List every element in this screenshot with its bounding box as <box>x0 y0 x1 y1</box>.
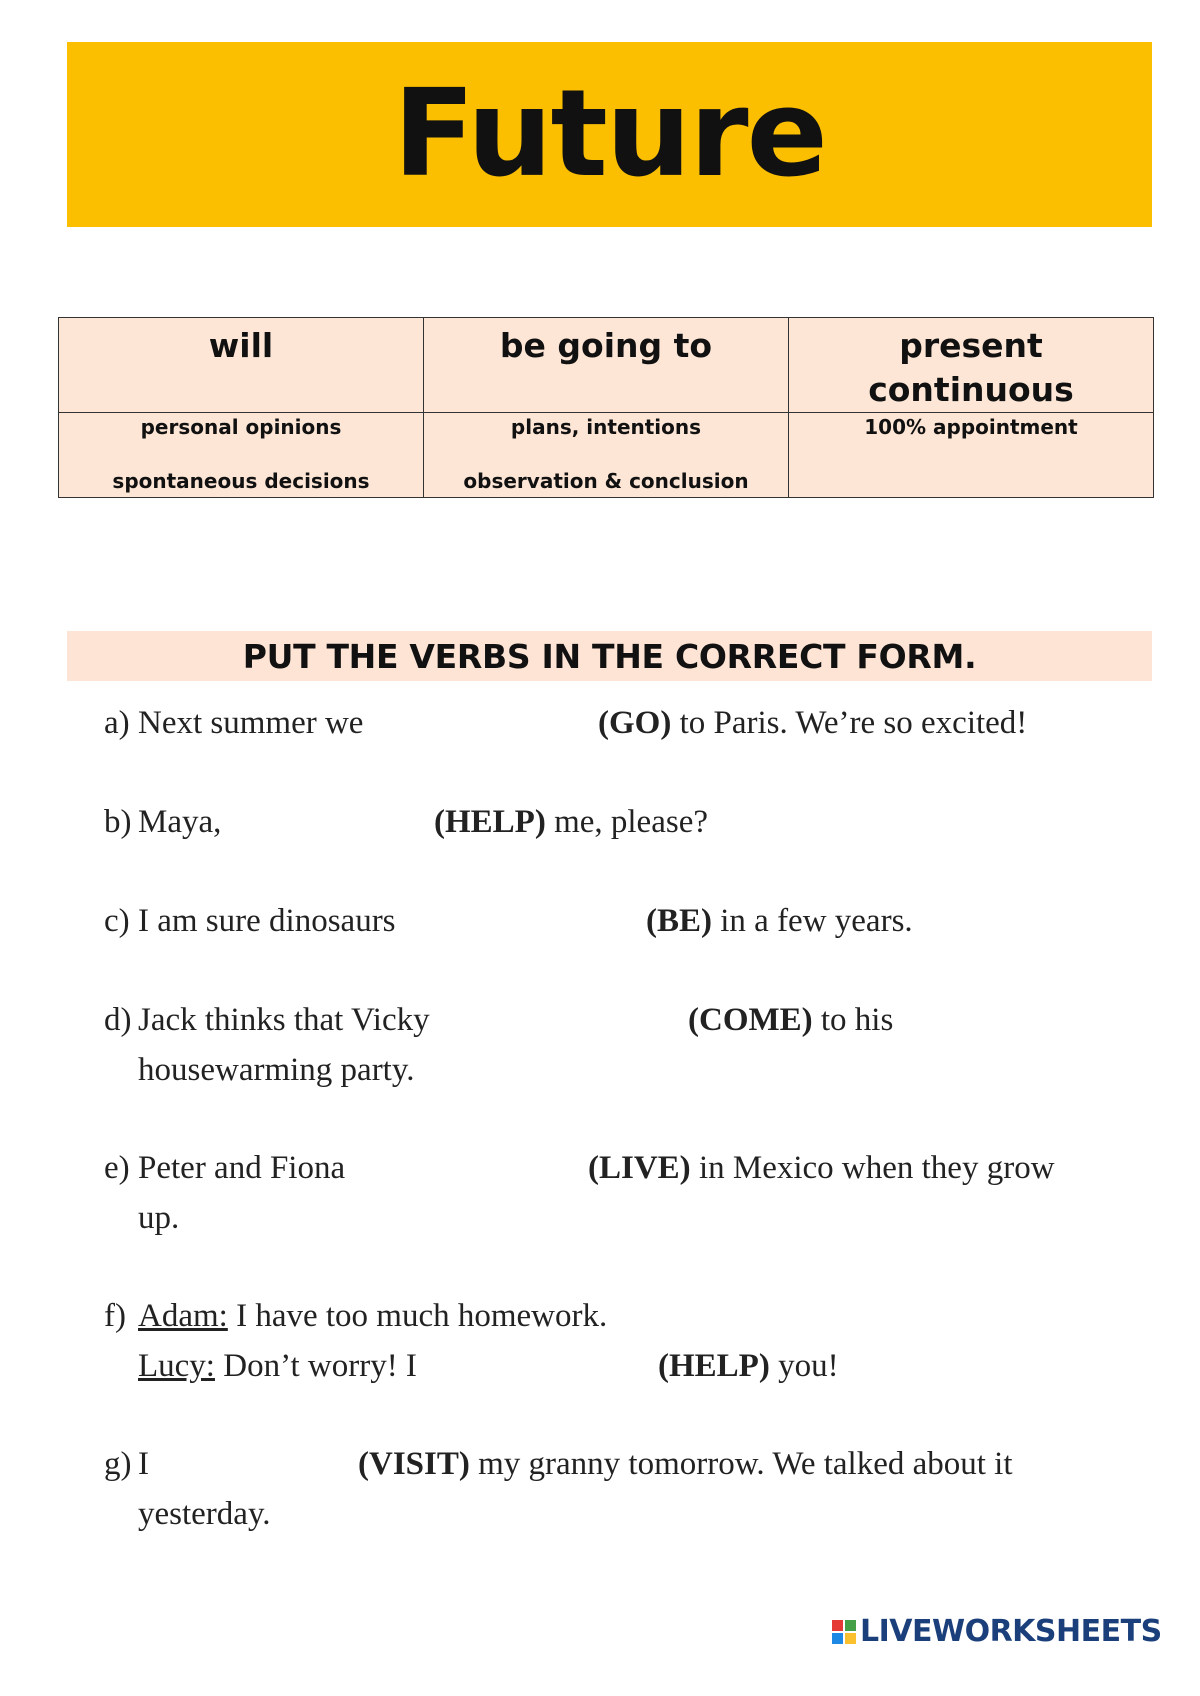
exercise-b <box>104 797 1144 847</box>
sentence-continuation: housewarming party. <box>138 1052 415 1088</box>
sentence-start: Jack thinks that Vicky <box>138 1002 430 1038</box>
uses-will <box>59 413 424 498</box>
use-text: plans, intentions <box>510 415 702 439</box>
verb-hint: (GO) to Paris. We’re so excited! <box>598 705 1028 741</box>
future-forms-table <box>58 317 1154 498</box>
use-text: 100% appointment <box>864 415 1078 439</box>
uses-be-going-to <box>424 413 789 498</box>
logo-text: LIVEWORKSHEETS <box>860 1614 1162 1649</box>
exercise-d <box>104 995 1144 1095</box>
table-header-row <box>59 318 1154 413</box>
dialogue-line-lucy: Lucy: Don’t worry! I <box>138 1348 417 1384</box>
item-label: b) <box>104 804 132 840</box>
item-label: f) <box>104 1298 126 1334</box>
liveworksheets-logo <box>832 1614 1162 1649</box>
header-be-going-to: be going to <box>424 318 789 413</box>
use-text: personal opinions <box>140 415 342 439</box>
uses-present-continuous <box>789 413 1154 498</box>
item-label: c) <box>104 903 130 939</box>
verb-hint: (BE) in a few years. <box>646 903 913 939</box>
exercise-c <box>104 896 1144 946</box>
item-label: g) <box>104 1446 132 1482</box>
speaker-name: Adam: <box>138 1298 228 1334</box>
title-banner <box>67 42 1152 227</box>
sentence-continuation: up. <box>138 1200 180 1236</box>
item-label: d) <box>104 1002 132 1038</box>
sentence-start: Next summer we <box>138 705 364 741</box>
verb-hint: (COME) to his <box>688 1002 894 1038</box>
page-title: Future <box>393 64 826 204</box>
exercise-e <box>104 1143 1144 1243</box>
exercise-a <box>104 698 1144 748</box>
sentence-start: I <box>138 1446 149 1482</box>
sentence-start: I am sure dinosaurs <box>138 903 396 939</box>
instruction-bar <box>67 631 1152 681</box>
header-will: will <box>59 318 424 413</box>
table-row <box>59 413 1154 498</box>
verb-hint: (HELP) you! <box>658 1348 839 1384</box>
logo-blocks-icon <box>832 1620 856 1644</box>
verb-hint: (LIVE) in Mexico when they grow <box>588 1150 1055 1186</box>
sentence-start: Peter and Fiona <box>138 1150 346 1186</box>
sentence-start: Maya, <box>138 804 222 840</box>
use-text: observation & conclusion <box>463 469 749 493</box>
instruction-text: PUT THE VERBS IN THE CORRECT FORM. <box>242 636 977 676</box>
sentence-continuation: yesterday. <box>138 1496 271 1532</box>
item-label: e) <box>104 1150 130 1186</box>
dialogue-line-adam: Adam: I have too much homework. <box>138 1298 608 1334</box>
header-present-continuous: present continuous <box>789 318 1154 413</box>
exercise-g <box>104 1439 1144 1539</box>
speaker-name: Lucy: <box>138 1348 215 1384</box>
verb-hint: (HELP) me, please? <box>434 804 708 840</box>
exercise-f <box>104 1291 1144 1391</box>
use-text: spontaneous decisions <box>112 469 370 493</box>
verb-hint: (VISIT) my granny tomorrow. We talked about it <box>358 1446 1013 1482</box>
item-label: a) <box>104 705 130 741</box>
